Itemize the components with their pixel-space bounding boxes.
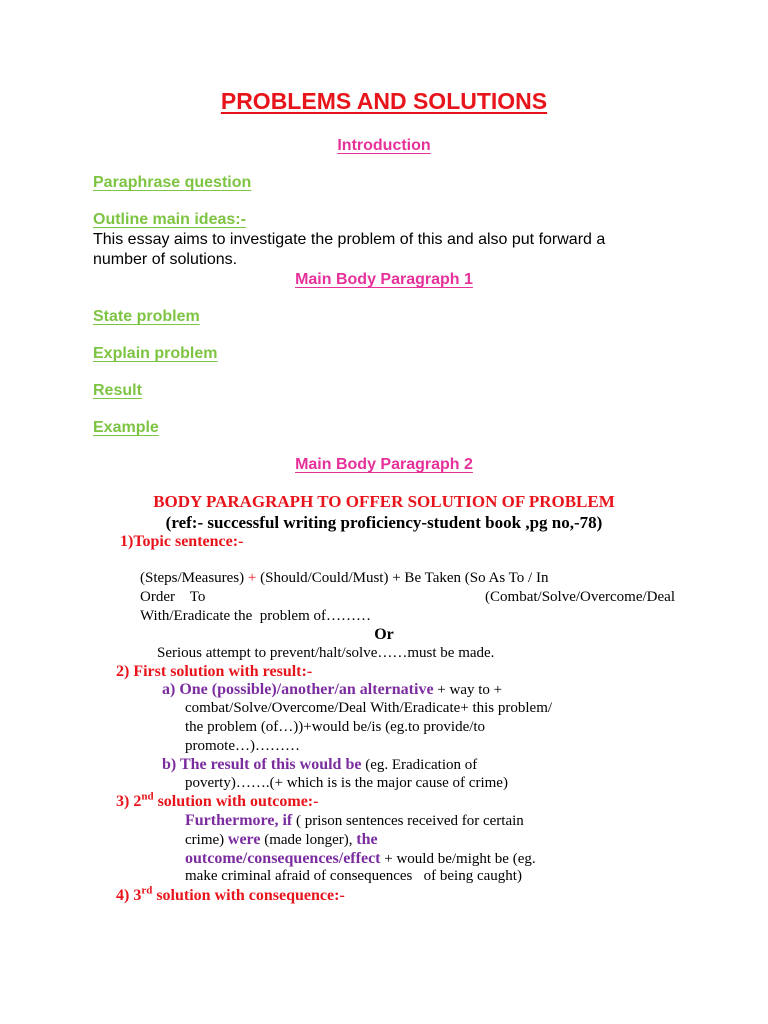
- solution-b-line-1: [162, 756, 477, 774]
- second-solution-label: [116, 790, 319, 811]
- body2-heading: Main Body Paragraph 2: [295, 456, 473, 473]
- combat-text: (Combat/Solve/Overcome/Deal: [485, 589, 675, 605]
- crime-line: [185, 831, 378, 849]
- furthermore-label: Furthermore, if: [185, 812, 293, 829]
- body1-heading: Main Body Paragraph 1: [295, 271, 473, 288]
- solution-a-line-4: promote…)………: [185, 738, 300, 754]
- solution-a-rest: + way to +: [437, 682, 503, 698]
- paraphrase-question: Paraphrase question: [93, 174, 252, 191]
- reference-line: (ref:- successful writing proficiency-student book ,pg no,-78): [165, 513, 603, 532]
- crime-text: crime): [185, 832, 225, 848]
- intro-text-line-1: This essay aims to investigate the problem of this and also put forward a: [93, 231, 606, 248]
- solution-b-rest: (eg. Eradication of: [365, 757, 478, 773]
- steps-text-rest: (Should/Could/Must) + Be Taken (So As To / In: [260, 570, 549, 586]
- topic-sentence-label: 1)Topic sentence:-: [120, 533, 244, 550]
- intro-text-line-2: number of solutions.: [93, 251, 238, 268]
- first-solution-label: 2) First solution with result:-: [116, 663, 313, 680]
- third-solution-label: [116, 884, 345, 905]
- the-text: the: [356, 831, 378, 848]
- third-solution-text: solution with consequence:-: [156, 887, 345, 904]
- second-solution-number: 3) 2: [116, 793, 142, 810]
- serious-attempt: Serious attempt to prevent/halt/solve……must be made.: [157, 645, 495, 661]
- outline-main-ideas: Outline main ideas:-: [93, 211, 246, 228]
- furthermore-line: [185, 812, 524, 830]
- solution-b-label: b) The result of this would be: [162, 756, 362, 773]
- with-eradicate: With/Eradicate the problem of………: [140, 608, 371, 624]
- steps-line: [140, 570, 548, 587]
- solution-a-line-3: the problem (of…))+would be/is (eg.to provide/to: [185, 719, 486, 735]
- steps-text: (Steps/Measures): [140, 570, 245, 586]
- third-solution-number: 4) 3: [116, 887, 142, 904]
- made-longer-text: (made longer),: [264, 832, 353, 848]
- second-solution-text: solution with outcome:-: [157, 793, 319, 810]
- outcome-line: [185, 850, 536, 868]
- outcome-rest: + would be/might be (eg.: [384, 851, 536, 867]
- plus-sign: +: [247, 570, 257, 586]
- make-criminal-line: make criminal afraid of consequences of being caught): [185, 868, 522, 884]
- third-solution-sup: rd: [141, 884, 153, 897]
- solution-a-label: a) One (possible)/another/an alternative: [162, 681, 434, 698]
- solution-a-line-1: [162, 681, 502, 699]
- order-to: Order To: [140, 589, 206, 605]
- state-problem: State problem: [93, 308, 200, 325]
- solution-b-line-2: poverty)…….(+ which is is the major cause of crime): [185, 775, 508, 791]
- explain-problem: Explain problem: [93, 345, 218, 362]
- furthermore-rest: ( prison sentences received for certain: [295, 813, 524, 829]
- result: Result: [93, 382, 142, 399]
- example: Example: [93, 419, 159, 436]
- or-separator: Or: [374, 626, 394, 643]
- second-solution-sup: nd: [141, 790, 154, 803]
- solution-a-line-2: combat/Solve/Overcome/Deal With/Eradicate+ this problem/: [185, 700, 553, 716]
- offer-solution-heading: BODY PARAGRAPH TO OFFER SOLUTION OF PROBLEM: [153, 492, 615, 511]
- page-title: PROBLEMS AND SOLUTIONS: [220, 88, 548, 114]
- introduction-heading: Introduction: [337, 137, 431, 154]
- outcome-label: outcome/consequences/effect: [185, 850, 381, 867]
- were-text: were: [227, 831, 261, 848]
